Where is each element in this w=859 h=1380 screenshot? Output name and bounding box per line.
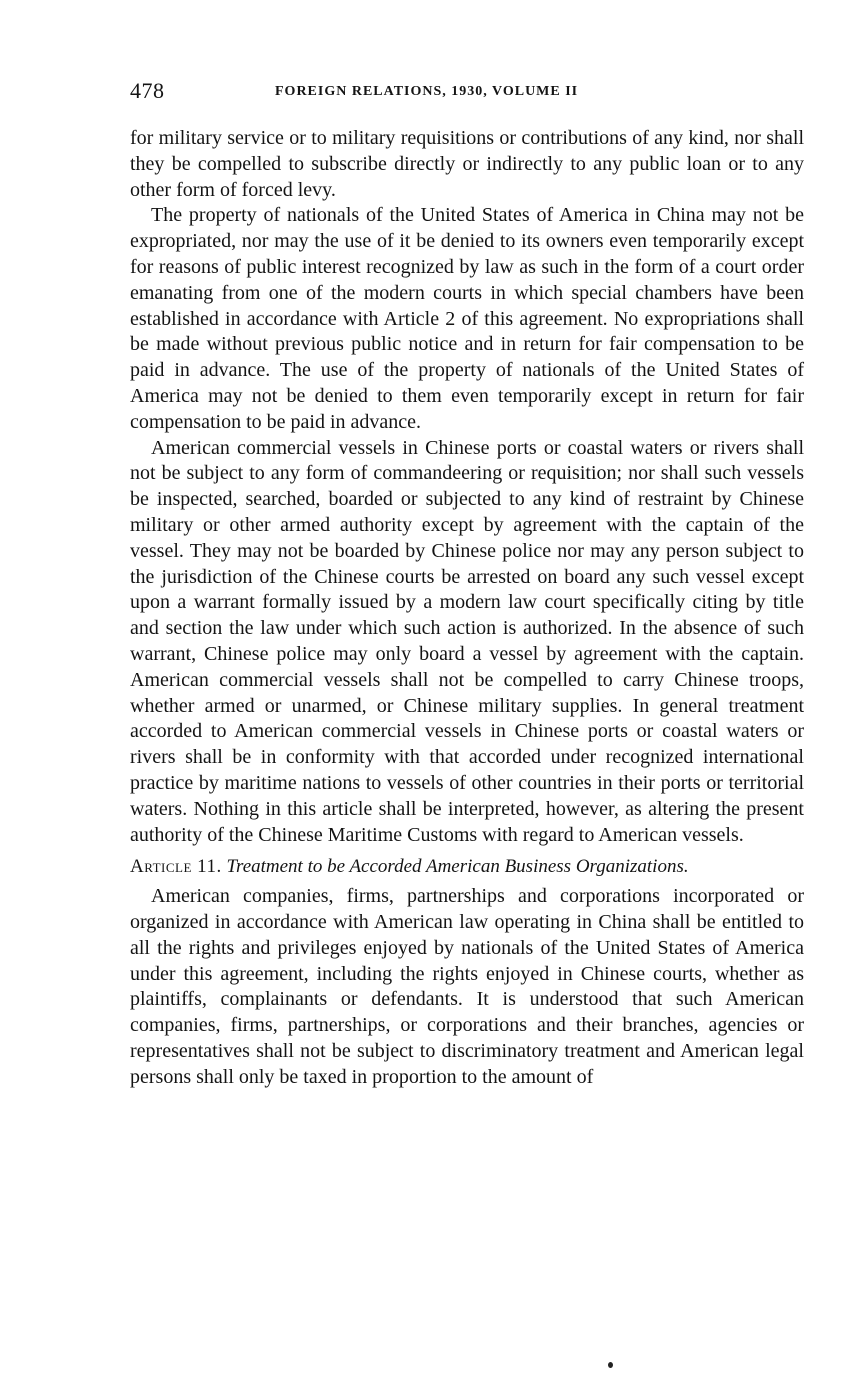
- article-label: Article 11.: [130, 856, 222, 878]
- paragraph-business-organizations: American companies, firms, partnerships and corporations incorporated or organized in accordance with American law operating in China shall be entitled to all the rights and privileges enjoyed by nationals of the United States of America under this agreement, including the rights enjoyed in Chinese courts, whether as plaintiffs, complainants or defendants. It is understood that such American companies, firms, partnerships, or corporations and their branches, agencies or representatives shall not be subject to discriminatory treatment and American legal persons shall only be taxed in proportion to the amount of: [130, 885, 804, 1088]
- paragraph-continued: for military service or to military requisitions or contributions of any kind, nor shall they be compelled to subscribe directly or indirectly to any public loan or to any other form of forced levy.: [130, 127, 804, 201]
- running-header: [130, 78, 804, 108]
- paragraph-vessels: American commercial vessels in Chinese ports or coastal waters or rivers shall not be subject to any form of commandeering or requisition; nor shall such vessels be inspected, searched, boarded or subjected to any kind of restraint by Chinese military or other armed authority except by agreement with the captain of the vessel. They may not be boarded by Chinese police nor may any person subject to the jurisdiction of the Chinese courts be arrested on board any such vessel except upon a warrant formally issued by a modern law court specifically citing by title and section the law under which such action is authorized. In the absence of such warrant, Chinese police may only board a vessel by agreement with the captain. American commercial vessels shall not be compelled to carry Chinese troops, whether armed or unarmed, or Chinese military supplies. In general treatment accorded to American commercial vessels in Chinese ports or coastal waters or rivers shall be in conformity with that accorded under recognized international practice by maritime nations to vessels of other countries in their ports or territorial waters. Nothing in this article shall be interpreted, however, as altering the present authority of the Chinese Maritime Customs with regard to American vessels.: [130, 436, 804, 846]
- running-header-title: FOREIGN RELATIONS, 1930, VOLUME II: [275, 84, 579, 99]
- paragraph-property: The property of nationals of the United States of America in China may not be expropriated, nor may the use of it be denied to its owners even temporarily except for reasons of public interest recognized by law as such in the form of a court order emanating from one of the modern courts in which special chambers have been established in accordance with Article 2 of this agreement. No expropriations shall be made without previous public notice and in return for fair compensation to be paid in advance. The use of the property of nationals of the United States of America may not be denied to them even temporarily except in return for fair compensation to be paid in advance.: [130, 204, 804, 433]
- document-page: [130, 78, 804, 1090]
- body-text: [130, 126, 804, 1090]
- scan-speck-mark: [608, 1362, 613, 1368]
- article-heading: [130, 854, 804, 880]
- page-number: 478: [130, 78, 165, 103]
- article-title: Treatment to be Accorded American Business Organizations.: [226, 856, 689, 878]
